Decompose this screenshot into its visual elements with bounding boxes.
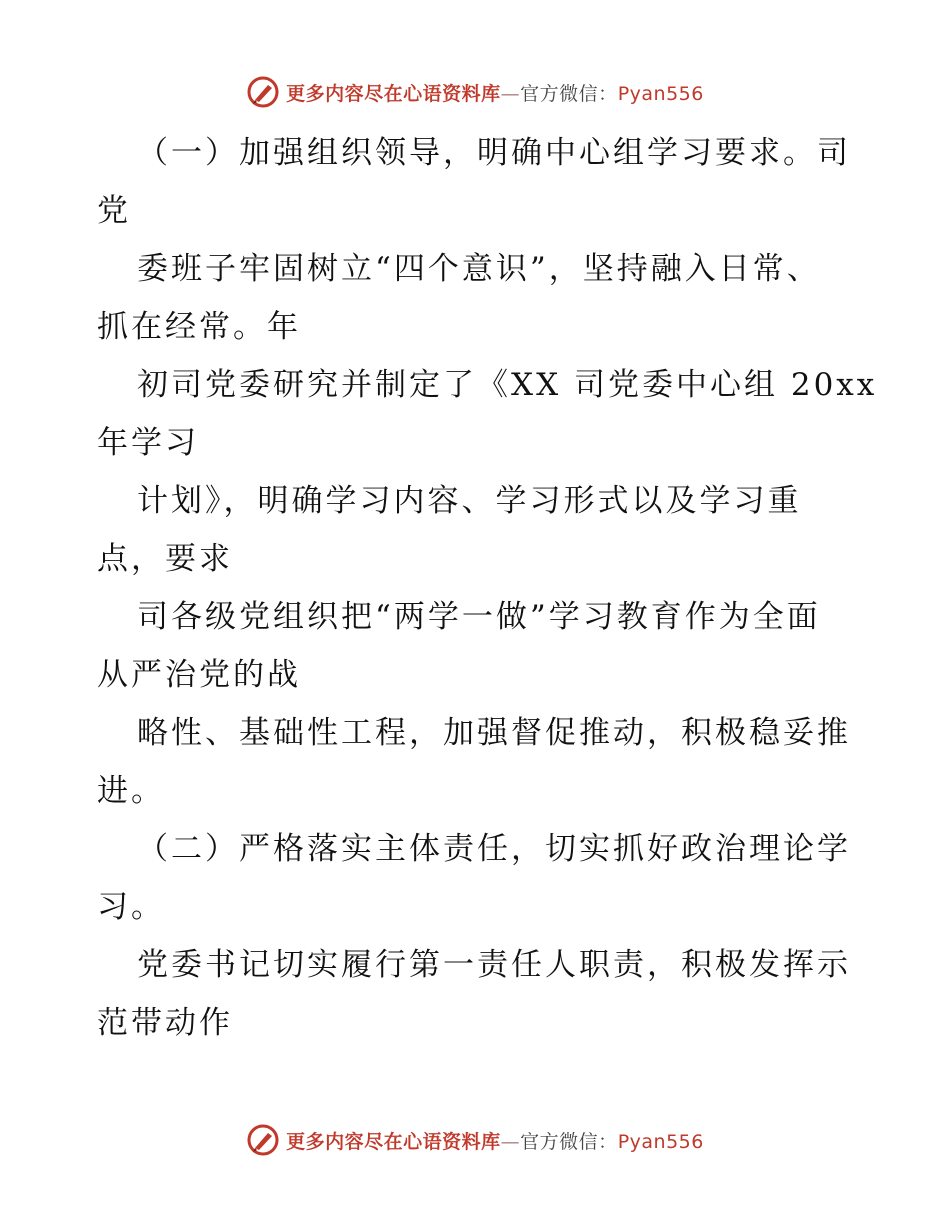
text-line: （二）严格落实主体责任，切实抓好政治理论学 [137, 831, 851, 867]
text-line: 抓在经常。年 [97, 309, 301, 345]
text-line: 范带动作 [97, 1005, 233, 1041]
watermark-separator: — [500, 1130, 521, 1153]
text-line: 习。 [97, 889, 165, 925]
text-line: （一）加强组织领导，明确中心组学习要求。司 [137, 135, 851, 171]
watermark-brand: 更多内容尽在心语资料库 [286, 82, 501, 105]
watermark-official-label: 官方微信： [520, 1130, 618, 1153]
watermark-official-label: 官方微信： [520, 82, 618, 105]
footer-watermark [0, 1120, 950, 1160]
watermark-separator: — [500, 82, 521, 105]
text-line: 初司党委研究并制定了《XX 司党委中心组 20xx [137, 367, 878, 403]
text-line: 计划》，明确学习内容、学习形式以及学习重 [137, 483, 802, 519]
text-line: 党委书记切实履行第一责任人职责，积极发挥示 [137, 947, 851, 983]
text-line: 党 [97, 193, 131, 229]
text-line: 点，要求 [97, 541, 233, 577]
watermark-account: Pyan556 [617, 82, 704, 105]
header-watermark [0, 72, 950, 112]
text-line: 从严治党的战 [97, 657, 301, 693]
pen-logo-icon [246, 75, 280, 109]
text-line: 年学习 [97, 425, 199, 461]
document-body [97, 124, 878, 1052]
text-line: 司各级党组织把“两学一做”学习教育作为全面 [137, 599, 821, 635]
text-line: 进。 [97, 773, 165, 809]
watermark-brand: 更多内容尽在心语资料库 [286, 1130, 501, 1153]
text-line: 略性、基础性工程，加强督促推动，积极稳妥推 [137, 715, 851, 751]
pen-logo-icon [246, 1123, 280, 1157]
watermark-account: Pyan556 [617, 1130, 704, 1153]
text-line: 委班子牢固树立“四个意识”，坚持融入日常、 [137, 251, 821, 287]
